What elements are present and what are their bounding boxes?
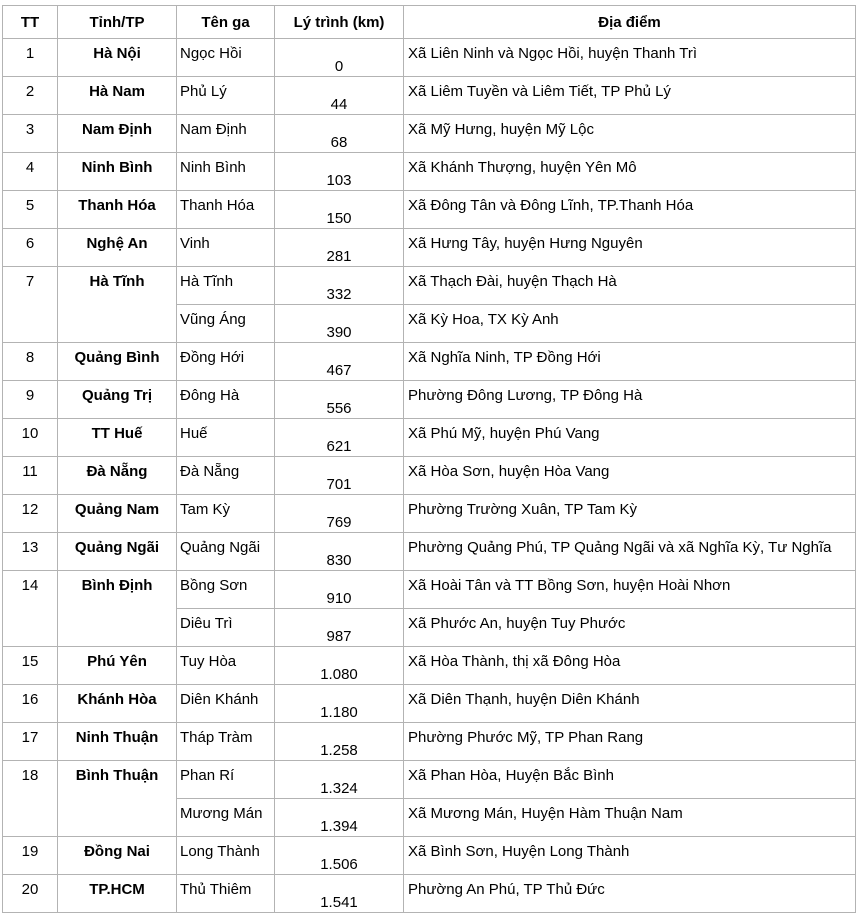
cell-distance: 44 [275,77,404,115]
cell-tt: 6 [3,229,58,267]
cell-location: Xã Diên Thạnh, huyện Diên Khánh [404,685,856,723]
cell-station: Long Thành [177,837,275,875]
table-row [3,39,856,77]
cell-distance: 1.080 [275,647,404,685]
cell-station: Nam Định [177,115,275,153]
cell-province: Phú Yên [58,647,177,685]
cell-location: Xã Hưng Tây, huyện Hưng Nguyên [404,229,856,267]
header-tt: TT [3,6,58,39]
cell-tt: 20 [3,875,58,913]
cell-location: Xã Liên Ninh và Ngọc Hồi, huyện Thanh Trì [404,39,856,77]
cell-location: Xã Mương Mán, Huyện Hàm Thuận Nam [404,799,856,837]
cell-province: Nghệ An [58,229,177,267]
cell-tt: 2 [3,77,58,115]
table-row [3,723,856,761]
cell-tt: 9 [3,381,58,419]
cell-province: TT Huế [58,419,177,457]
cell-station: Phan Rí [177,761,275,799]
cell-location: Xã Thạch Đài, huyện Thạch Hà [404,267,856,305]
cell-province: Đồng Nai [58,837,177,875]
table-row [3,837,856,875]
table-row [3,191,856,229]
table-body [3,39,856,913]
cell-tt: 18 [3,761,58,837]
table-row [3,533,856,571]
cell-station: Diêu Trì [177,609,275,647]
cell-distance: 1.324 [275,761,404,799]
cell-province: Quảng Bình [58,343,177,381]
cell-province: Quảng Nam [58,495,177,533]
cell-location: Xã Phan Hòa, Huyện Bắc Bình [404,761,856,799]
cell-distance: 556 [275,381,404,419]
cell-station: Tuy Hòa [177,647,275,685]
cell-distance: 1.180 [275,685,404,723]
cell-station: Quảng Ngãi [177,533,275,571]
cell-location: Xã Khánh Thượng, huyện Yên Mô [404,153,856,191]
cell-distance: 621 [275,419,404,457]
cell-station: Hà Tĩnh [177,267,275,305]
cell-province: Bình Thuận [58,761,177,837]
table-row [3,229,856,267]
cell-tt: 17 [3,723,58,761]
cell-distance: 103 [275,153,404,191]
cell-tt: 16 [3,685,58,723]
cell-province: Hà Tĩnh [58,267,177,343]
table-row [3,761,856,799]
cell-province: Thanh Hóa [58,191,177,229]
cell-tt: 15 [3,647,58,685]
cell-distance: 332 [275,267,404,305]
cell-tt: 10 [3,419,58,457]
table-row [3,267,856,305]
cell-location: Phường An Phú, TP Thủ Đức [404,875,856,913]
cell-station: Đồng Hới [177,343,275,381]
cell-province: Ninh Thuận [58,723,177,761]
stations-table [2,5,856,913]
cell-station: Bồng Sơn [177,571,275,609]
table-row [3,571,856,609]
table-row [3,647,856,685]
cell-station: Huế [177,419,275,457]
cell-province: Đà Nẵng [58,457,177,495]
cell-distance: 68 [275,115,404,153]
header-province: Tỉnh/TP [58,6,177,39]
table-row [3,495,856,533]
cell-tt: 4 [3,153,58,191]
cell-distance: 1.506 [275,837,404,875]
cell-station: Mương Mán [177,799,275,837]
cell-tt: 19 [3,837,58,875]
cell-station: Vinh [177,229,275,267]
cell-station: Phủ Lý [177,77,275,115]
cell-station: Tháp Tràm [177,723,275,761]
cell-province: Hà Nam [58,77,177,115]
cell-distance: 830 [275,533,404,571]
cell-station: Ninh Bình [177,153,275,191]
cell-distance: 769 [275,495,404,533]
cell-distance: 390 [275,305,404,343]
cell-province: Hà Nội [58,39,177,77]
cell-location: Phường Phước Mỹ, TP Phan Rang [404,723,856,761]
cell-province: TP.HCM [58,875,177,913]
cell-distance: 281 [275,229,404,267]
table-row [3,381,856,419]
header-location: Địa điểm [404,6,856,39]
cell-location: Xã Nghĩa Ninh, TP Đồng Hới [404,343,856,381]
cell-distance: 467 [275,343,404,381]
cell-province: Khánh Hòa [58,685,177,723]
table-row [3,343,856,381]
cell-tt: 12 [3,495,58,533]
cell-location: Xã Phú Mỹ, huyện Phú Vang [404,419,856,457]
cell-distance: 701 [275,457,404,495]
cell-location: Xã Kỳ Hoa, TX Kỳ Anh [404,305,856,343]
cell-tt: 13 [3,533,58,571]
cell-station: Vũng Áng [177,305,275,343]
cell-location: Phường Trường Xuân, TP Tam Kỳ [404,495,856,533]
cell-province: Bình Định [58,571,177,647]
cell-location: Xã Hoài Tân và TT Bồng Sơn, huyện Hoài Nhơn [404,571,856,609]
header-row [3,6,856,39]
cell-distance: 1.394 [275,799,404,837]
table-row [3,685,856,723]
cell-tt: 3 [3,115,58,153]
cell-tt: 11 [3,457,58,495]
table-row [3,153,856,191]
cell-location: Xã Đông Tân và Đông Lĩnh, TP.Thanh Hóa [404,191,856,229]
cell-location: Xã Mỹ Hưng, huyện Mỹ Lộc [404,115,856,153]
cell-distance: 150 [275,191,404,229]
cell-tt: 14 [3,571,58,647]
cell-location: Xã Bình Sơn, Huyện Long Thành [404,837,856,875]
table-row [3,875,856,913]
cell-tt: 7 [3,267,58,343]
cell-tt: 1 [3,39,58,77]
cell-station: Đà Nẵng [177,457,275,495]
cell-province: Ninh Bình [58,153,177,191]
cell-station: Đông Hà [177,381,275,419]
cell-distance: 987 [275,609,404,647]
table-row [3,77,856,115]
cell-location: Phường Quảng Phú, TP Quảng Ngãi và xã Nghĩa Kỳ, Tư Nghĩa [404,533,856,571]
cell-distance: 1.541 [275,875,404,913]
cell-station: Thủ Thiêm [177,875,275,913]
cell-tt: 5 [3,191,58,229]
cell-distance: 0 [275,39,404,77]
cell-location: Xã Phước An, huyện Tuy Phước [404,609,856,647]
table-row [3,115,856,153]
cell-distance: 910 [275,571,404,609]
cell-province: Quảng Ngãi [58,533,177,571]
cell-station: Diên Khánh [177,685,275,723]
header-distance: Lý trình (km) [275,6,404,39]
table-row [3,419,856,457]
cell-province: Nam Định [58,115,177,153]
cell-station: Ngọc Hồi [177,39,275,77]
cell-tt: 8 [3,343,58,381]
cell-location: Xã Hòa Sơn, huyện Hòa Vang [404,457,856,495]
cell-station: Tam Kỳ [177,495,275,533]
header-station: Tên ga [177,6,275,39]
cell-location: Phường Đông Lương, TP Đông Hà [404,381,856,419]
cell-location: Xã Hòa Thành, thị xã Đông Hòa [404,647,856,685]
cell-location: Xã Liêm Tuyền và Liêm Tiết, TP Phủ Lý [404,77,856,115]
cell-province: Quảng Trị [58,381,177,419]
table-row [3,457,856,495]
cell-station: Thanh Hóa [177,191,275,229]
cell-distance: 1.258 [275,723,404,761]
